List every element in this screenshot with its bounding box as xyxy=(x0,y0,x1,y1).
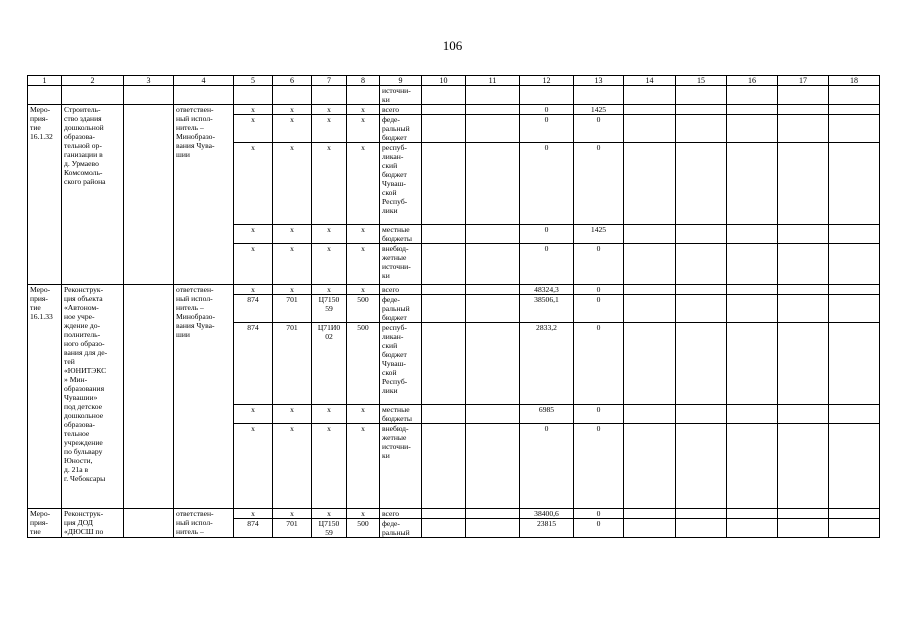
table-cell xyxy=(778,225,829,244)
code-cell: 874 xyxy=(234,295,273,323)
code-cell: x xyxy=(234,244,273,285)
column-header: 17 xyxy=(778,76,829,86)
value-cell: 0 xyxy=(574,323,624,405)
code-cell: 874 xyxy=(234,519,273,538)
table-cell xyxy=(124,285,174,509)
table-cell xyxy=(466,86,520,105)
executor: ответствен- ный испол- нитель – Минобразо- вания Чува- шии xyxy=(174,285,234,509)
value-cell: 38506,1 xyxy=(520,295,574,323)
code-cell: x xyxy=(347,405,380,424)
table-cell xyxy=(727,405,778,424)
page-number: 106 xyxy=(442,38,463,53)
table-cell xyxy=(829,405,880,424)
column-header: 5 xyxy=(234,76,273,86)
code-cell: x xyxy=(234,143,273,225)
column-header: 9 xyxy=(380,76,422,86)
table-cell xyxy=(422,323,466,405)
source-cell: всего xyxy=(380,509,422,519)
value-cell: 0 xyxy=(520,424,574,509)
source-cell: феде- ральный xyxy=(380,519,422,538)
table-cell xyxy=(829,285,880,295)
table-cell xyxy=(778,143,829,225)
table-cell xyxy=(422,143,466,225)
table-cell xyxy=(466,105,520,115)
code-cell: 500 xyxy=(347,295,380,323)
header-row xyxy=(28,76,880,86)
table-cell xyxy=(676,509,727,519)
column-header: 18 xyxy=(829,76,880,86)
table-cell xyxy=(778,86,829,105)
column-header: 11 xyxy=(466,76,520,86)
table-cell xyxy=(624,295,676,323)
table-cell xyxy=(676,86,727,105)
table-cell xyxy=(422,295,466,323)
table-cell xyxy=(422,519,466,538)
table-cell xyxy=(422,405,466,424)
value-cell: 0 xyxy=(520,105,574,115)
column-header: 2 xyxy=(62,76,124,86)
table-cell xyxy=(624,323,676,405)
value-cell: 0 xyxy=(520,225,574,244)
table-cell xyxy=(466,509,520,519)
table-cell xyxy=(624,225,676,244)
column-header: 4 xyxy=(174,76,234,86)
code-cell: x xyxy=(273,143,312,225)
column-header: 12 xyxy=(520,76,574,86)
table-cell xyxy=(727,285,778,295)
table-cell xyxy=(676,295,727,323)
code-cell: x xyxy=(273,105,312,115)
table-cell xyxy=(829,295,880,323)
source-cell: внебюд- жетные источни- ки xyxy=(380,244,422,285)
table-cell xyxy=(466,143,520,225)
table-cell xyxy=(312,86,347,105)
code-cell: x xyxy=(273,509,312,519)
code-cell: x xyxy=(234,509,273,519)
value-cell: 0 xyxy=(574,519,624,538)
table-cell xyxy=(676,424,727,509)
table-cell xyxy=(727,115,778,143)
measure-id: Меро- прия- тие 16.1.32 xyxy=(28,105,62,285)
table-cell xyxy=(727,225,778,244)
code-cell: 701 xyxy=(273,519,312,538)
code-cell: x xyxy=(347,424,380,509)
table-cell xyxy=(624,86,676,105)
value-cell: 0 xyxy=(574,244,624,285)
table-cell xyxy=(624,143,676,225)
table-cell xyxy=(466,519,520,538)
table-cell xyxy=(676,244,727,285)
code-cell: x xyxy=(312,424,347,509)
code-cell: 874 xyxy=(234,323,273,405)
column-header: 8 xyxy=(347,76,380,86)
table-cell xyxy=(624,285,676,295)
source-cell: всего xyxy=(380,285,422,295)
table-cell xyxy=(727,519,778,538)
table-cell xyxy=(174,86,234,105)
table-cell xyxy=(676,143,727,225)
source-cell: всего xyxy=(380,105,422,115)
code-cell: x xyxy=(347,285,380,295)
column-header: 16 xyxy=(727,76,778,86)
table-cell xyxy=(624,244,676,285)
table-cell xyxy=(273,86,312,105)
table-cell xyxy=(520,86,574,105)
code-cell: x xyxy=(347,115,380,143)
table-cell xyxy=(676,405,727,424)
table-row xyxy=(28,285,880,295)
table-cell xyxy=(676,225,727,244)
code-cell: Ц71И0 02 xyxy=(312,323,347,405)
table-cell xyxy=(466,225,520,244)
code-cell: x xyxy=(234,115,273,143)
code-cell: x xyxy=(312,115,347,143)
value-cell: 0 xyxy=(520,143,574,225)
table-cell xyxy=(727,295,778,323)
code-cell: x xyxy=(234,285,273,295)
table-cell xyxy=(829,519,880,538)
column-header: 13 xyxy=(574,76,624,86)
table-cell xyxy=(727,86,778,105)
table-cell xyxy=(676,105,727,115)
table-cell xyxy=(829,225,880,244)
code-cell: x xyxy=(234,105,273,115)
table-cell xyxy=(422,105,466,115)
value-cell: 0 xyxy=(574,115,624,143)
table-cell xyxy=(778,285,829,295)
code-cell: x xyxy=(312,143,347,225)
table-cell xyxy=(347,86,380,105)
code-cell: x xyxy=(312,244,347,285)
table-cell xyxy=(422,115,466,143)
table-cell xyxy=(676,115,727,143)
table-cell xyxy=(422,285,466,295)
code-cell: Ц7150 59 xyxy=(312,295,347,323)
code-cell: x xyxy=(234,225,273,244)
table-cell xyxy=(727,244,778,285)
table-cell xyxy=(466,115,520,143)
table-cell xyxy=(234,86,273,105)
value-cell: 2833,2 xyxy=(520,323,574,405)
table-cell xyxy=(124,86,174,105)
column-header: 1 xyxy=(28,76,62,86)
code-cell: x xyxy=(312,285,347,295)
table-cell xyxy=(624,115,676,143)
column-header: 6 xyxy=(273,76,312,86)
table-cell xyxy=(778,424,829,509)
table-cell xyxy=(829,115,880,143)
table-row xyxy=(28,105,880,115)
table-cell xyxy=(466,424,520,509)
value-cell: 0 xyxy=(574,143,624,225)
table-cell xyxy=(778,115,829,143)
measure-description: Реконструк- ция ДОД «ДЮСШ по xyxy=(62,509,124,538)
code-cell: x xyxy=(273,405,312,424)
source-cell: местные бюджеты xyxy=(380,405,422,424)
table-cell xyxy=(466,285,520,295)
table-cell xyxy=(727,424,778,509)
budget-table xyxy=(27,75,880,538)
code-cell: x xyxy=(312,405,347,424)
source-cell: феде- ральный бюджет xyxy=(380,295,422,323)
table-cell xyxy=(422,225,466,244)
column-header: 7 xyxy=(312,76,347,86)
code-cell: x xyxy=(347,143,380,225)
table-cell xyxy=(829,105,880,115)
code-cell: x xyxy=(273,285,312,295)
source-cell: респуб- ликан- ский бюджет Чуваш- ской Респуб- лики xyxy=(380,323,422,405)
code-cell: x xyxy=(312,225,347,244)
value-cell: 0 xyxy=(574,424,624,509)
table-cell xyxy=(466,323,520,405)
executor: ответствен- ный испол- нитель – xyxy=(174,509,234,538)
table-cell xyxy=(124,509,174,538)
code-cell: x xyxy=(273,244,312,285)
table-row xyxy=(28,509,880,519)
table-row xyxy=(28,86,880,105)
table-cell xyxy=(466,295,520,323)
table-cell xyxy=(727,509,778,519)
table-cell xyxy=(624,105,676,115)
table-cell xyxy=(466,244,520,285)
table-cell xyxy=(624,424,676,509)
table-cell xyxy=(778,323,829,405)
measure-id: Меро- прия- тие xyxy=(28,509,62,538)
table-cell xyxy=(624,509,676,519)
code-cell: x xyxy=(273,225,312,244)
table-cell xyxy=(624,519,676,538)
code-cell: x xyxy=(347,244,380,285)
table-cell xyxy=(727,323,778,405)
table-cell xyxy=(28,86,62,105)
code-cell: x xyxy=(234,424,273,509)
measure-description: Строитель- ство здания дошкольной образова- тельной ор- ганизации в д. Урмаево Комсомоль- ского района xyxy=(62,105,124,285)
table-cell xyxy=(62,86,124,105)
value-cell: 1425 xyxy=(574,105,624,115)
code-cell: x xyxy=(347,509,380,519)
value-cell: 0 xyxy=(520,244,574,285)
measure-id: Меро- прия- тие 16.1.33 xyxy=(28,285,62,509)
value-cell: 23815 xyxy=(520,519,574,538)
table-cell xyxy=(727,105,778,115)
table-cell xyxy=(727,143,778,225)
table-cell xyxy=(829,424,880,509)
table-cell xyxy=(422,86,466,105)
value-cell: 0 xyxy=(520,115,574,143)
table-cell xyxy=(422,244,466,285)
table-cell xyxy=(778,519,829,538)
code-cell: Ц7150 59 xyxy=(312,519,347,538)
table-cell xyxy=(778,405,829,424)
table-cell xyxy=(422,424,466,509)
value-cell: 1425 xyxy=(574,225,624,244)
table-cell xyxy=(829,244,880,285)
code-cell: x xyxy=(312,105,347,115)
measure-description: Реконструк- ция объекта «Автоном- ное учре- ждение до- полнитель- ного образо- вания для де- тей «ЮНИТЭКС » Мин- образования Чувашии» под детское дошкольное образова- тельное учреждение по бульвару Юности, д. 21а в г. Чебоксары xyxy=(62,285,124,509)
table-cell xyxy=(676,519,727,538)
code-cell: 500 xyxy=(347,323,380,405)
column-header: 3 xyxy=(124,76,174,86)
value-cell: 38400,6 xyxy=(520,509,574,519)
source-cell: источни- ки xyxy=(380,86,422,105)
table-cell xyxy=(574,86,624,105)
table-cell xyxy=(829,509,880,519)
column-header: 15 xyxy=(676,76,727,86)
column-header: 14 xyxy=(624,76,676,86)
table-cell xyxy=(422,509,466,519)
table-cell xyxy=(676,323,727,405)
table-cell xyxy=(778,295,829,323)
table-cell xyxy=(829,86,880,105)
code-cell: 500 xyxy=(347,519,380,538)
code-cell: x xyxy=(234,405,273,424)
code-cell: x xyxy=(347,105,380,115)
table-cell xyxy=(778,244,829,285)
table-cell xyxy=(124,105,174,285)
table-cell xyxy=(676,285,727,295)
table-cell xyxy=(778,105,829,115)
code-cell: x xyxy=(273,424,312,509)
value-cell: 0 xyxy=(574,405,624,424)
value-cell: 6985 xyxy=(520,405,574,424)
source-cell: респуб- ликан- ский бюджет Чуваш- ской Респуб- лики xyxy=(380,143,422,225)
code-cell: x xyxy=(273,115,312,143)
code-cell: x xyxy=(312,509,347,519)
executor: ответствен- ный испол- нитель – Минобразо- вания Чува- шии xyxy=(174,105,234,285)
source-cell: феде- ральный бюджет xyxy=(380,115,422,143)
source-cell: местные бюджеты xyxy=(380,225,422,244)
code-cell: x xyxy=(347,225,380,244)
code-cell: 701 xyxy=(273,323,312,405)
column-header: 10 xyxy=(422,76,466,86)
table-cell xyxy=(466,405,520,424)
source-cell: внебюд- жетные источни- ки xyxy=(380,424,422,509)
table-cell xyxy=(829,143,880,225)
code-cell: 701 xyxy=(273,295,312,323)
value-cell: 48324,3 xyxy=(520,285,574,295)
value-cell: 0 xyxy=(574,295,624,323)
table-cell xyxy=(829,323,880,405)
value-cell: 0 xyxy=(574,285,624,295)
table-cell xyxy=(778,509,829,519)
table-cell xyxy=(624,405,676,424)
value-cell: 0 xyxy=(574,509,624,519)
